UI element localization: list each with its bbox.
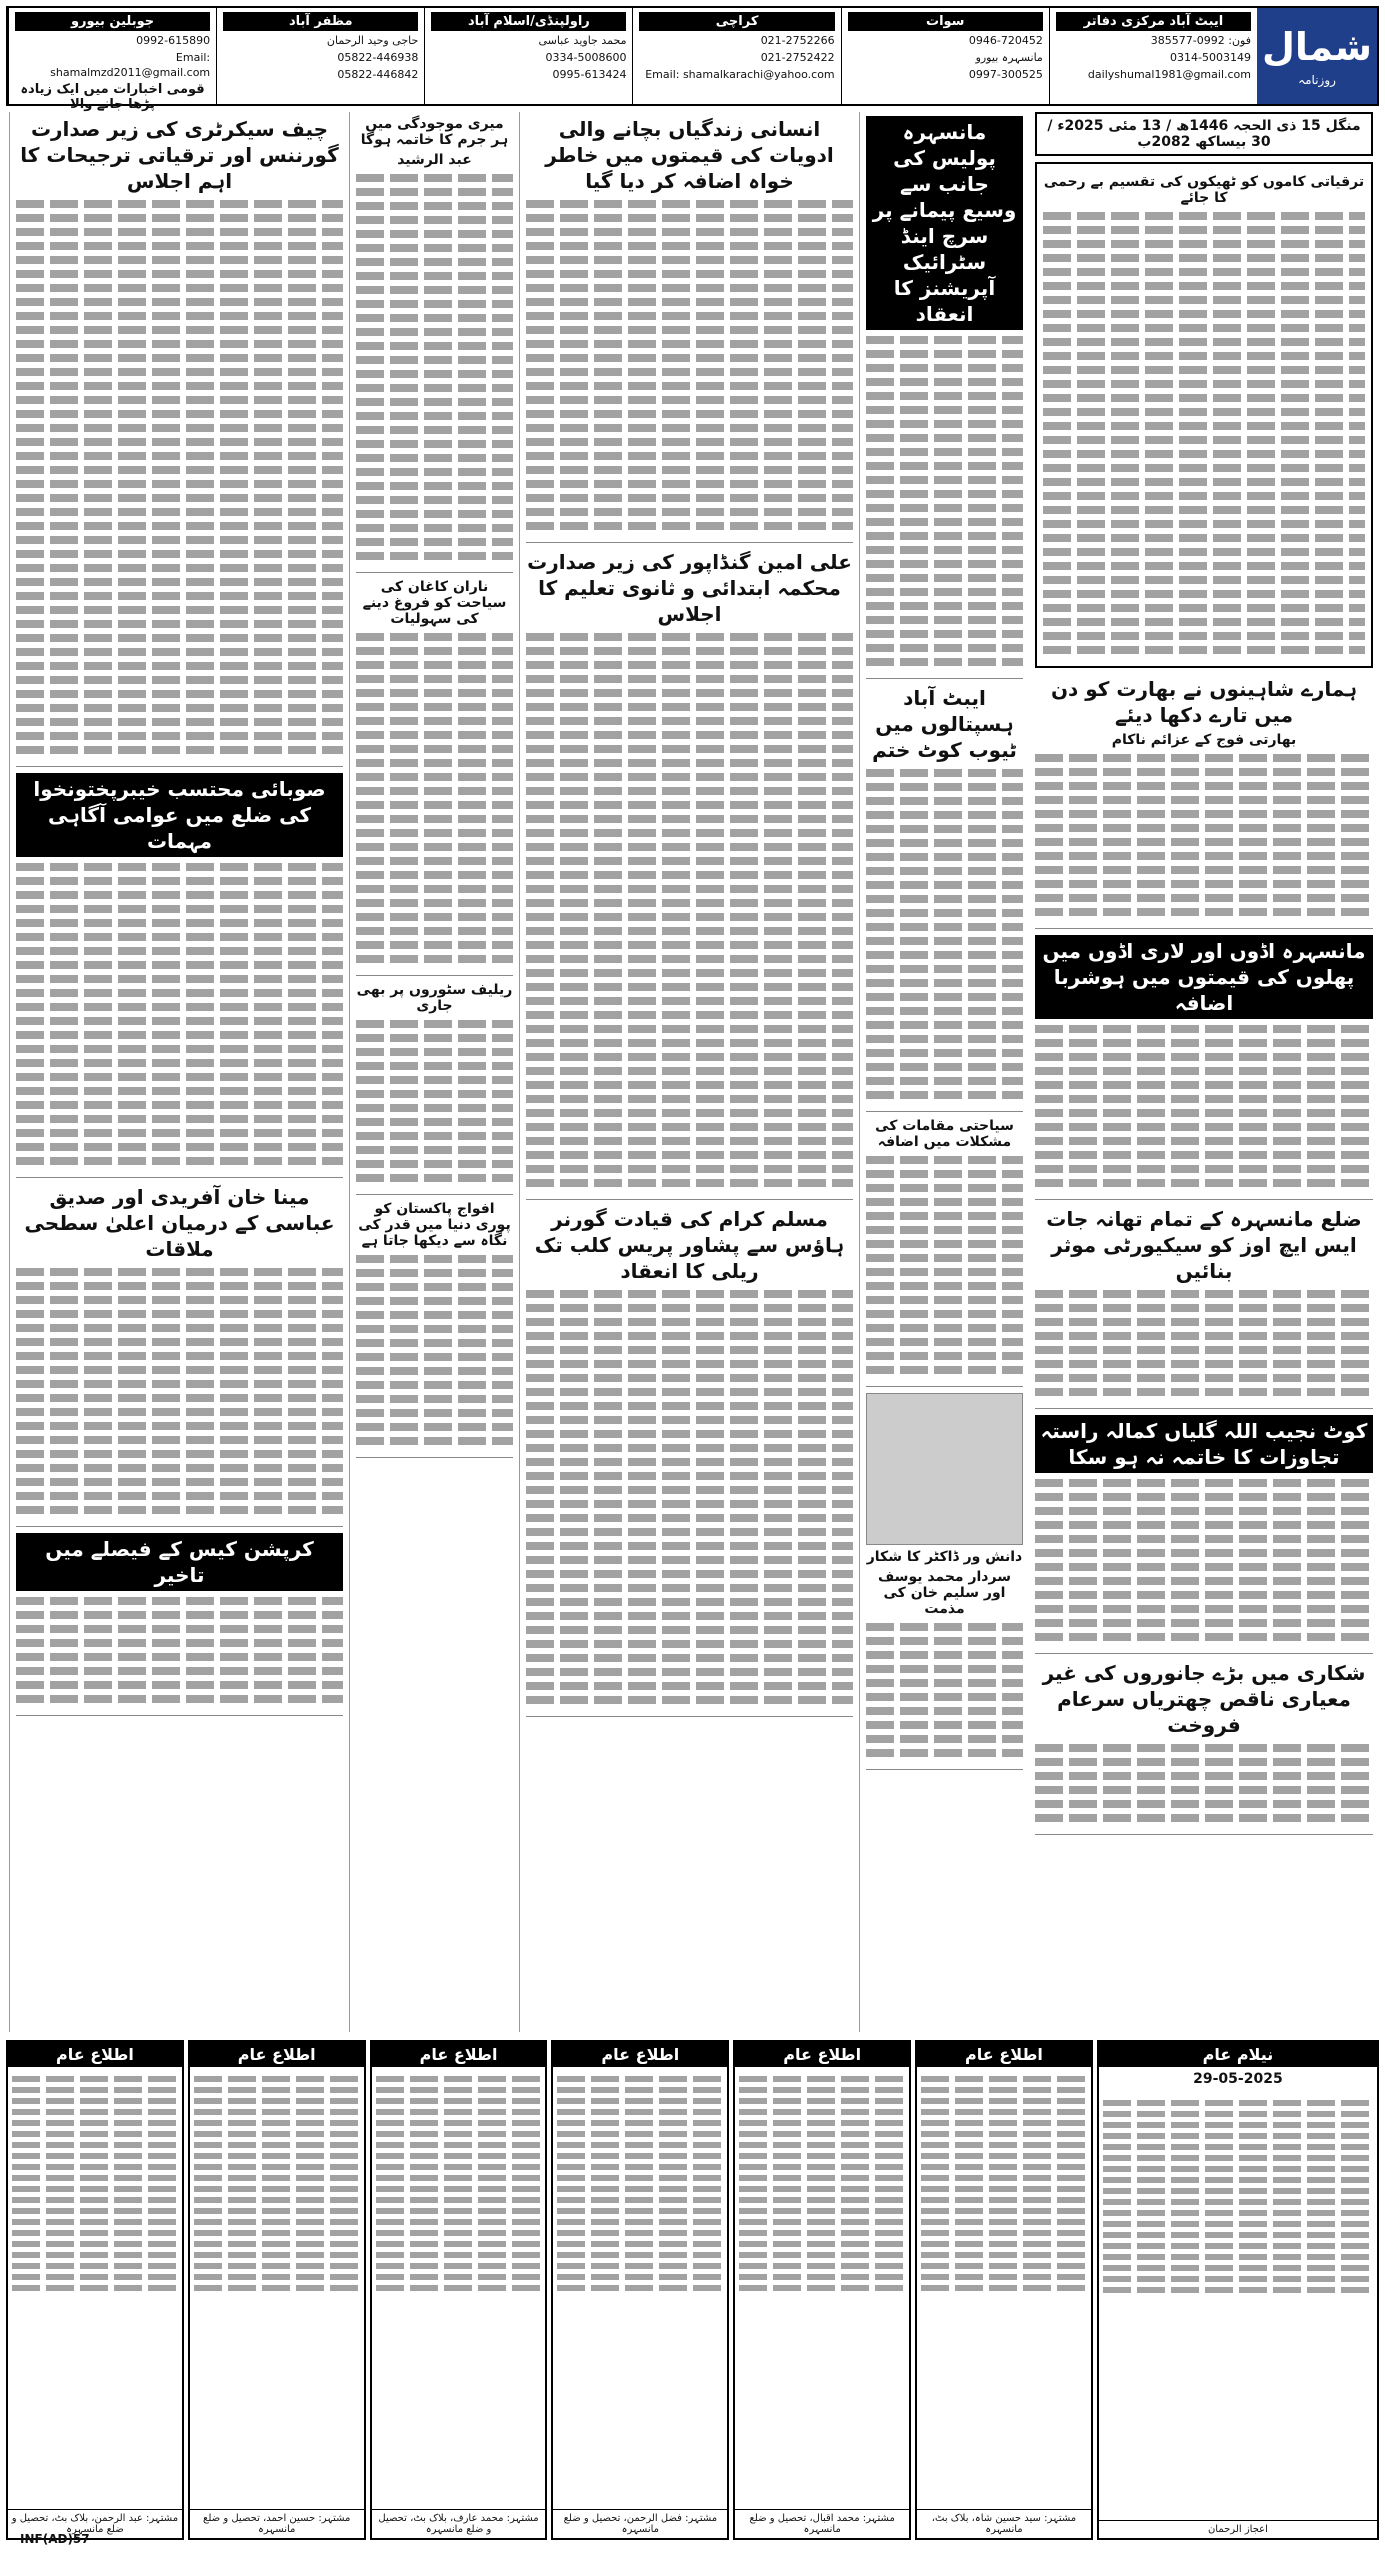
story	[526, 116, 853, 543]
story-headline: افواج پاکستان کو پوری دنیا میں قدر کی نگاہ سے دیکھا جاتا ہے	[358, 1201, 511, 1249]
story-headline: ایبٹ آباد ہسپتالوں میں ٹیوب کوٹ ختم	[872, 686, 1017, 762]
office-title: سوات	[848, 12, 1043, 31]
column-1	[9, 112, 349, 2032]
office-title: راولپنڈی/اسلام آباد	[431, 12, 626, 31]
story	[16, 1533, 343, 1716]
office-line: 0997-300525	[968, 68, 1043, 81]
office-title: مظفر آباد	[223, 12, 418, 31]
story-headline: مسلم کرام کی قیادت گورنر ہاؤس سے پشاور پریس کلب تک ریلی کا انعقاد	[534, 1207, 845, 1283]
editorial-title: ترقیاتی کاموں کو ٹھیکوں کی تقسیم بے رحمی کا جائے	[1043, 174, 1365, 206]
story-text	[866, 1623, 1023, 1757]
story-text	[1035, 1479, 1373, 1641]
story-subhead: بھارتی فوج کے عزائم ناکام	[1111, 732, 1297, 748]
ad-text	[1103, 2100, 1373, 2521]
office-block-6	[8, 8, 216, 112]
ad-advertiser: مشتہر: حسین احمد، تحصیل و ضلع مانسہرہ	[190, 2509, 364, 2538]
public-notice-ad	[551, 2040, 729, 2540]
story-headline: کوٹ نجیب اللہ گلیاں کمالہ راستہ تجاوزات کا خاتمہ نہ ہو سکا	[1035, 1415, 1373, 1473]
ad-title: اطلاع عام	[735, 2042, 909, 2067]
office-block-1	[1049, 8, 1257, 104]
story	[356, 579, 513, 976]
ad-text	[557, 2076, 723, 2510]
office-line: 0992-615890	[136, 34, 211, 47]
story-headline: انسانی زندگیاں بچانے والی ادویات کی قیمتوں میں خاطر خواہ اضافہ کر دیا گیا	[545, 117, 834, 193]
ad-advertiser: اعجاز الرحمان	[1099, 2520, 1377, 2538]
story-text	[16, 863, 343, 1165]
logo-text: شمال	[1261, 25, 1373, 69]
story	[866, 116, 1023, 679]
ad-advertiser: مشتہر: سید حسین شاہ، بلاک بٹ، مانسہرہ	[917, 2509, 1091, 2538]
ad-text	[739, 2076, 905, 2510]
story	[356, 1201, 513, 1458]
story-text	[526, 633, 853, 1187]
ad-title: اطلاع عام	[8, 2042, 182, 2067]
office-line: 0995-613424	[552, 68, 627, 81]
office-line: مانسہرہ بیورو	[975, 51, 1043, 64]
story-headline: سیاحتی مقامات کی مشکلات میں اضافہ	[875, 1118, 1014, 1150]
story-text	[356, 174, 513, 560]
column-4	[859, 112, 1029, 2032]
ad-title: نیلام عام	[1099, 2042, 1377, 2067]
office-line: 05822-446842	[337, 68, 419, 81]
story-headline: میری موجودگی میں ہر جرم کا خاتمہ ہوگا	[360, 116, 509, 148]
office-line: فون: 0992-385577	[1150, 34, 1251, 47]
column-5	[1029, 112, 1379, 2032]
ad-advertiser: مشتہر: محمد عارف، بلاک بٹ، تحصیل و ضلع مانسہرہ	[372, 2509, 546, 2538]
story-text	[356, 633, 513, 963]
story-headline: ہمارے شاہینوں نے بھارت کو دن میں تارے دکھا دیئے	[1050, 677, 1358, 727]
public-notice-ad	[370, 2040, 548, 2540]
story-text	[356, 1255, 513, 1445]
story	[1035, 676, 1373, 929]
ad-text	[376, 2076, 542, 2510]
office-block-4	[424, 8, 632, 104]
story	[16, 1184, 343, 1527]
story-headline: مینا خان آفریدی اور صدیق عباسی کے درمیان اعلیٰ سطحی ملاقات	[24, 1185, 335, 1261]
ad-title: اطلاع عام	[553, 2042, 727, 2067]
office-block-5	[216, 8, 424, 104]
column-3	[519, 112, 859, 2032]
story-text	[526, 1290, 853, 1704]
ad-code: INF(AD)57	[20, 2532, 90, 2546]
story-headline: مانسہرہ اڈوں اور لاری اڈوں میں پھلوں کی قیمتوں میں ہوشربا اضافہ	[1035, 935, 1373, 1019]
ad-title: اطلاع عام	[190, 2042, 364, 2067]
story	[526, 549, 853, 1200]
office-title: جوبلین بیورو	[15, 12, 210, 31]
story-headline: علی امین گنڈاپور کی زیر صدارت محکمہ ابتدائی و ثانوی تعلیم کا اجلاس	[527, 550, 852, 626]
story-subhead: سردار محمد یوسف اور سلیم خان کی مذمت	[878, 1569, 1011, 1617]
auction-notice-ad	[1097, 2040, 1379, 2540]
public-notice-ad	[915, 2040, 1093, 2540]
office-line: حاجی وحید الرحمان	[326, 34, 419, 47]
story-text	[356, 1020, 513, 1182]
office-title: کراچی	[639, 12, 834, 31]
editorial-text	[1043, 212, 1365, 654]
story-text	[1035, 754, 1373, 916]
news-photo	[866, 1393, 1023, 1545]
ad-text	[921, 2076, 1087, 2510]
office-line: 0946-720452	[968, 34, 1043, 47]
story	[1035, 1415, 1373, 1654]
story-headline: ضلع مانسہرہ کے تمام تھانہ جات ایس ایچ اوز کو سیکیورٹی موثر بنائیں	[1046, 1207, 1362, 1283]
ad-title: اطلاع عام	[917, 2042, 1091, 2067]
logo-subtext: روزنامہ	[1298, 73, 1336, 87]
ad-text	[12, 2076, 178, 2510]
story	[1035, 935, 1373, 1200]
masthead-tagline: قومی اخبارات میں ایک زیادہ پڑھا جانے والا	[20, 82, 205, 112]
story	[356, 116, 513, 573]
story	[866, 1118, 1023, 1387]
classified-ads	[6, 2040, 1379, 2540]
story	[356, 982, 513, 1195]
story-headline: ناران کاغان کی سیاحت کو فروغ دینے کی سہولیات	[362, 579, 507, 627]
story-text	[1035, 1290, 1373, 1396]
story-headline: چیف سیکرٹری کی زیر صدارت گورننس اور ترقیاتی ترجیحات کا اہم اجلاس	[20, 117, 339, 193]
ad-text	[194, 2076, 360, 2510]
story-headline: دانش ور ڈاکٹر کا شکار	[866, 1549, 1023, 1565]
office-line: 021-2752422	[760, 51, 835, 64]
public-notice-ad	[188, 2040, 366, 2540]
story-text	[16, 1597, 343, 1703]
story-text	[1035, 1744, 1373, 1822]
story-text	[866, 336, 1023, 666]
office-line: 021-2752266	[760, 34, 835, 47]
story-headline: ریلیف سٹوروں پر بھی جاری	[356, 982, 513, 1014]
story-headline: مانسہرہ پولیس کی جانب سے وسیع پیمانے پر سرچ اینڈ سٹرائیک آپریشنز کا انعقاد	[866, 116, 1023, 330]
editorial-box	[1035, 162, 1373, 668]
story-text	[526, 200, 853, 530]
public-notice-ad	[733, 2040, 911, 2540]
ad-advertiser: مشتہر: عبد الرحمن، بلاک بٹ، تحصیل و ضلع مانسہرہ	[8, 2509, 182, 2538]
story-text	[866, 769, 1023, 1099]
office-line: محمد جاوید عباسی	[538, 34, 627, 47]
story	[526, 1206, 853, 1717]
office-line: dailyshumal1981@gmail.com	[1087, 68, 1251, 81]
story-headline: کرپشن کیس کے فیصلے میں تاخیر	[16, 1533, 343, 1591]
office-line: Email: shamalmzd2011@gmail.com	[50, 51, 211, 79]
story	[1035, 1660, 1373, 1835]
office-title: ایبٹ آباد مرکزی دفاتر	[1056, 12, 1251, 31]
story-text	[16, 1268, 343, 1514]
office-line: 0334-5008600	[545, 51, 627, 64]
office-block-2	[841, 8, 1049, 104]
office-block-3	[632, 8, 840, 104]
main-content	[6, 112, 1379, 2032]
newspaper-logo	[1257, 8, 1377, 104]
masthead	[6, 6, 1379, 112]
story	[866, 1393, 1023, 1770]
story-text	[866, 1156, 1023, 1374]
office-line: Email: shamalkarachi@yahoo.com	[645, 68, 835, 81]
public-notice-ad	[6, 2040, 184, 2540]
story-headline: صوبائی محتسب خیبرپختونخوا کی ضلع میں عوامی آگاہی مہمات	[16, 773, 343, 857]
story-text	[1035, 1025, 1373, 1187]
office-line: 0314-5003149	[1170, 51, 1251, 64]
story	[16, 116, 343, 767]
date-line: منگل 15 ذی الحجہ 1446ھ / 13 مئی 2025ء / 30 بیساکھ 2082ب	[1035, 112, 1373, 156]
office-line: 05822-446938	[337, 51, 419, 64]
ad-title: اطلاع عام	[372, 2042, 546, 2067]
story	[866, 685, 1023, 1112]
column-2	[349, 112, 519, 2032]
story-headline: شکاری میں بڑے جانوروں کی غیر معیاری ناقص چھتریاں سرعام فروخت	[1042, 1661, 1366, 1737]
ad-advertiser: مشتہر: محمد اقبال، تحصیل و ضلع مانسہرہ	[735, 2509, 909, 2538]
story	[16, 773, 343, 1178]
story	[1035, 1206, 1373, 1409]
story-subhead: عبد الرشید	[397, 152, 472, 168]
ad-advertiser: مشتہر: فضل الرحمن، تحصیل و ضلع مانسہرہ	[553, 2509, 727, 2538]
story-text	[16, 200, 343, 754]
auction-date: 29-05-2025	[1193, 2071, 1283, 2087]
